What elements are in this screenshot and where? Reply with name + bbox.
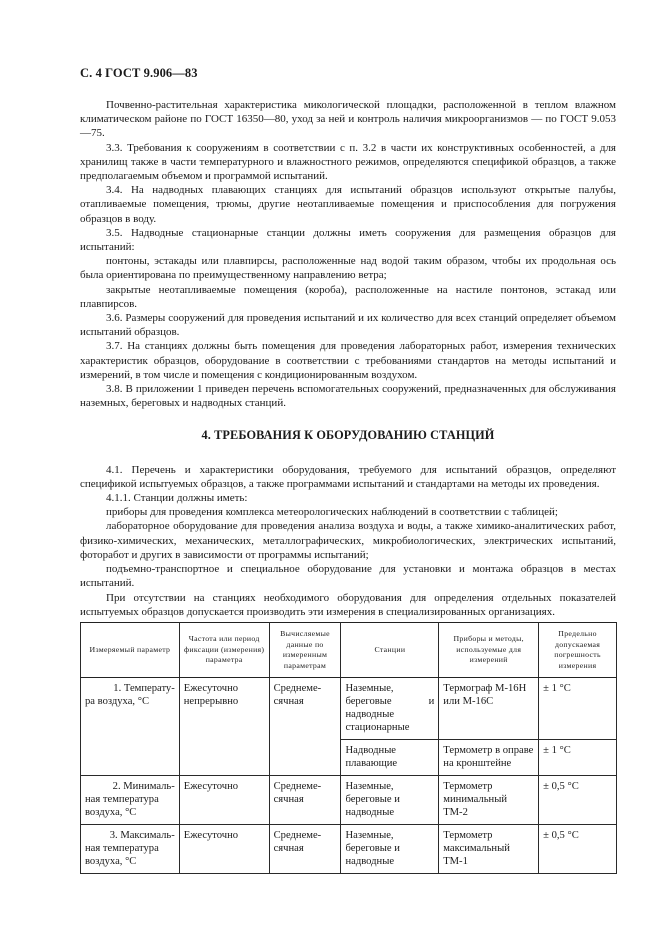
table-header-cell: Измеряемый параметр [81,623,180,678]
param-cell [81,825,180,874]
paragraph: лабораторное оборудование для проведения анализа воздуха и воды, а также химико-аналитических работ, физико-химических, механических, металлографических, микробиологических, электрических испытаний, фоторабот и других в зависимости от программы испытаний; [80,520,616,561]
table-row [81,825,617,874]
calc-cell: Среднеме-сячная [269,825,341,874]
device-cell: Термометр в оправе на кронштейне [439,740,539,776]
paragraph: 3.4. На надводных плавающих станциях для испытаний образцов используют открытые палубы, отапливаемые помещения, трюмы, другие неотапливаемые помещения и приспособления для погружения образцов в воду. [80,184,616,225]
device-cell: Термометр минимальный ТМ-2 [439,776,539,825]
calc-cell: Среднеме-сячная [269,776,341,825]
param-line: ра воздуха, °С [85,696,150,707]
paragraph: 4.1. Перечень и характеристики оборудования, требуемого для испытаний образцов, определяют спецификой испытуемых образцов, а также программами испытаний и стандартами на методы их проведения. [80,463,616,490]
paragraph: понтоны, эстакады или плавпирсы, расположенные над водой таким образом, чтобы их продольная ось была ориентирована по преимущественному направлению ветра; [80,255,616,282]
measurement-table [80,622,617,874]
frequency-cell: Ежесуточно [179,825,269,874]
paragraph: приборы для проведения комплекса метеорологических наблюдений в соответствии с таблицей; [106,506,558,519]
param-line: 3. Максималь- [109,830,175,841]
station-cell: Наземные, береговые и надводные [341,825,439,874]
device-cell: Термометр максимальный ТМ-1 [439,825,539,874]
frequency-cell: Ежесуточно [179,776,269,825]
param-cell [81,776,180,825]
table-header-cell: Станции [341,623,439,678]
table-row [81,776,617,825]
param-cell [81,678,180,776]
paragraph: 3.5. Надводные стационарные станции должны иметь сооружения для размещения образцов для испытаний: [80,226,616,254]
section-title: 4. ТРЕБОВАНИЯ К ОБОРУДОВАНИЮ СТАНЦИЙ [201,428,495,443]
station-cell: Надводные плавающие [341,740,439,776]
paragraph: 4.1.1. Станции должны иметь: [106,492,248,505]
device-cell: Термограф М-16Н или М-16С [439,678,539,740]
table-header-cell: Предельно допускаемая погрешность измерения [539,623,617,678]
page-header: С. 4 ГОСТ 9.906—83 [80,66,198,80]
table-row [81,678,617,740]
table-header-row [81,623,617,678]
station-cell: Наземные, береговые и надводные стационарные [341,678,439,740]
paragraph: 3.7. На станциях должны быть помещения для проведения лабораторных работ, измерения технических характеристик образцов, оборудование в соответствии с требованиями стандартов на методы испытаний и измерений, в том числе и помещения с кондиционированным воздухом. [80,340,616,381]
paragraph: 3.6. Размеры сооружений для проведения испытаний и их количество для всех станций определяет объемом испытаний образцов. [80,312,616,339]
paragraph: 3.8. В приложении 1 приведен перечень вспомогательных сооружений, предназначенных для обслуживания наземных, береговых и надводных станций. [80,383,616,410]
paragraph: 3.3. Требования к сооружениям в соответствии с п. 3.2 в части их конструктивных особенностей, а для хранилищ также в части температурного и влажностного режимов, определяются спецификой образцов, а также предполагаемым объемом и программой испытаний. [80,141,616,183]
error-cell: ± 0,5 °С [539,776,617,825]
param-line: ная температура воздуха, °С [85,794,159,818]
error-cell: ± 1 °С [539,678,617,740]
frequency-cell: Ежесуточно непрерывно [179,678,269,776]
param-line: ная температура воздуха, °С [85,843,159,867]
param-line: 1. Температу- [113,683,175,694]
document-body [80,98,616,619]
param-line: 2. Минималь- [112,781,175,792]
paragraph: закрытые неотапливаемые помещения (короба), расположенные на настиле понтонов, эстакад или плавпирсов. [80,283,616,310]
calc-cell: Среднеме-сячная [269,678,341,776]
paragraph: Почвенно-растительная характеристика микологической площадки, расположенной в теплом влажном климатическом районе по ГОСТ 16350—80, уход за ней и контроль наличия микроорганизмов — по ГОСТ 9.053—75. [80,99,616,140]
table-header-cell: Приборы и методы, используемые для измерений [439,623,539,678]
station-cell: Наземные, береговые и надводные [341,776,439,825]
paragraph: подъемно-транспортное и специальное оборудование для установки и монтажа образцов в местах испытаний. [80,563,616,590]
paragraph: При отсутствии на станциях необходимого оборудования для определения отдельных показателей испытуемых образцов допускается производить эти измерения в специализированных организациях. [80,591,616,618]
error-cell: ± 1 °С [539,740,617,776]
table-header-cell: Частота или период фиксации (измерения) параметра [179,623,269,678]
table-header-cell: Вычисляемые данные по измеренным параметрам [269,623,341,678]
error-cell: ± 0,5 °С [539,825,617,874]
